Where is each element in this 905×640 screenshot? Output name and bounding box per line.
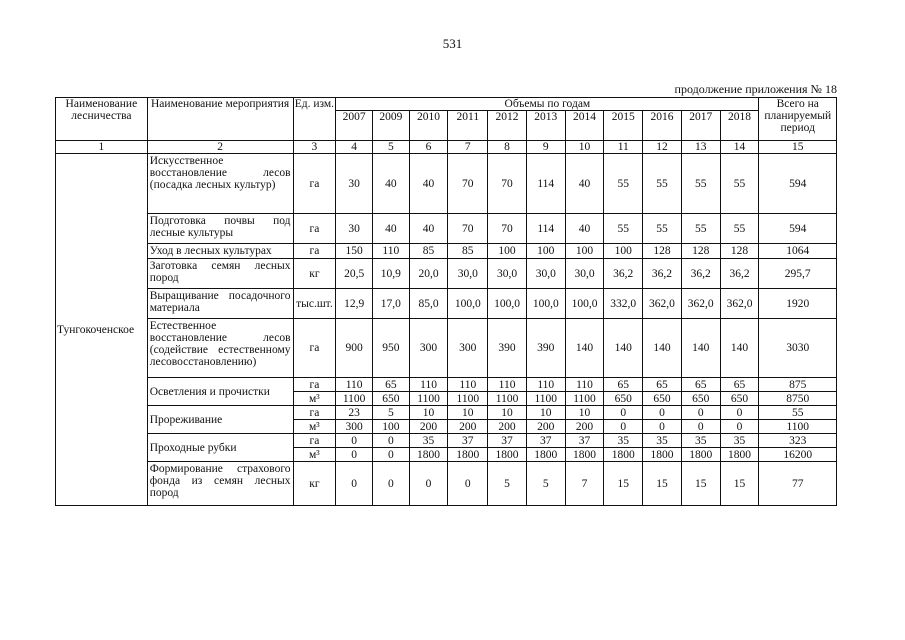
- value-cell: 35: [643, 434, 682, 448]
- column-number: 10: [565, 141, 604, 154]
- column-number: 9: [526, 141, 565, 154]
- total-cell: 8750: [759, 392, 837, 406]
- activity-name-cell: Естественное восстановление лесов (содействие естественному лесовосстановлению): [147, 319, 293, 378]
- value-cell: 55: [681, 154, 720, 214]
- header-year: 2010: [409, 111, 448, 141]
- column-number: 4: [336, 141, 373, 154]
- value-cell: 0: [681, 406, 720, 420]
- value-cell: 110: [409, 378, 448, 392]
- value-cell: 100: [373, 420, 410, 434]
- page-number: 531: [442, 36, 463, 51]
- value-cell: 300: [448, 319, 488, 378]
- table-header: [56, 98, 837, 154]
- value-cell: 300: [409, 319, 448, 378]
- value-cell: 37: [565, 434, 604, 448]
- value-cell: 20,0: [409, 259, 448, 289]
- unit-cell: тыс.шт.: [293, 289, 336, 319]
- value-cell: 5: [526, 462, 565, 506]
- value-cell: 40: [565, 214, 604, 244]
- value-cell: 110: [373, 244, 410, 259]
- value-cell: 55: [643, 214, 682, 244]
- value-cell: 10: [565, 406, 604, 420]
- value-cell: 100,0: [526, 289, 565, 319]
- unit-cell: кг: [293, 462, 336, 506]
- value-cell: 10: [526, 406, 565, 420]
- total-cell: 1064: [759, 244, 837, 259]
- value-cell: 10: [488, 406, 527, 420]
- value-cell: 362,0: [643, 289, 682, 319]
- value-cell: 20,5: [336, 259, 373, 289]
- activity-name-cell: Выращивание посадочного материала: [147, 289, 293, 319]
- value-cell: 650: [643, 392, 682, 406]
- value-cell: 110: [565, 378, 604, 392]
- table-row: [56, 244, 837, 259]
- value-cell: 100,0: [488, 289, 527, 319]
- value-cell: 36,2: [643, 259, 682, 289]
- forestry-activities-table: [55, 97, 837, 506]
- value-cell: 17,0: [373, 289, 410, 319]
- column-number: 1: [56, 141, 148, 154]
- table-row: [56, 434, 837, 448]
- header-year: 2016: [643, 111, 682, 141]
- value-cell: 110: [448, 378, 488, 392]
- header-volumes-by-year: Объемы по годам: [336, 98, 759, 111]
- value-cell: 0: [681, 420, 720, 434]
- column-number: 12: [643, 141, 682, 154]
- value-cell: 950: [373, 319, 410, 378]
- value-cell: 1800: [409, 448, 448, 462]
- value-cell: 15: [643, 462, 682, 506]
- value-cell: 0: [336, 448, 373, 462]
- value-cell: 1800: [488, 448, 527, 462]
- value-cell: 37: [448, 434, 488, 448]
- column-number: 15: [759, 141, 837, 154]
- value-cell: 0: [720, 420, 759, 434]
- value-cell: 30,0: [488, 259, 527, 289]
- unit-cell: га: [293, 154, 336, 214]
- value-cell: 100: [526, 244, 565, 259]
- value-cell: 0: [604, 420, 643, 434]
- activity-name-cell: Проходные рубки: [147, 434, 293, 462]
- header-activity: Наименование мероприятия: [147, 98, 293, 141]
- value-cell: 85: [409, 244, 448, 259]
- value-cell: 65: [681, 378, 720, 392]
- value-cell: 40: [373, 214, 410, 244]
- value-cell: 23: [336, 406, 373, 420]
- value-cell: 128: [681, 244, 720, 259]
- value-cell: 150: [336, 244, 373, 259]
- value-cell: 362,0: [720, 289, 759, 319]
- header-forestry: Наименование лесничества: [56, 98, 148, 141]
- value-cell: 1100: [448, 392, 488, 406]
- value-cell: 200: [526, 420, 565, 434]
- total-cell: 594: [759, 214, 837, 244]
- value-cell: 85,0: [409, 289, 448, 319]
- value-cell: 300: [336, 420, 373, 434]
- value-cell: 1800: [526, 448, 565, 462]
- value-cell: 15: [720, 462, 759, 506]
- value-cell: 10: [448, 406, 488, 420]
- value-cell: 37: [488, 434, 527, 448]
- activity-name-cell: Формирование страхового фонда из семян лесных пород: [147, 462, 293, 506]
- value-cell: 200: [448, 420, 488, 434]
- table-row: [56, 214, 837, 244]
- value-cell: 1100: [488, 392, 527, 406]
- value-cell: 70: [448, 154, 488, 214]
- value-cell: 100,0: [448, 289, 488, 319]
- total-cell: 1920: [759, 289, 837, 319]
- column-number: 5: [373, 141, 410, 154]
- header-year: 2018: [720, 111, 759, 141]
- value-cell: 10,9: [373, 259, 410, 289]
- value-cell: 650: [373, 392, 410, 406]
- table-row: [56, 289, 837, 319]
- value-cell: 1100: [565, 392, 604, 406]
- value-cell: 40: [409, 214, 448, 244]
- value-cell: 332,0: [604, 289, 643, 319]
- table-row: [56, 406, 837, 420]
- activity-name-cell: Прореживание: [147, 406, 293, 434]
- value-cell: 110: [526, 378, 565, 392]
- value-cell: 65: [604, 378, 643, 392]
- table-row: [56, 259, 837, 289]
- value-cell: 140: [681, 319, 720, 378]
- column-number: 13: [681, 141, 720, 154]
- header-year: 2009: [373, 111, 410, 141]
- column-number: 6: [409, 141, 448, 154]
- total-cell: 77: [759, 462, 837, 506]
- value-cell: 12,9: [336, 289, 373, 319]
- total-cell: 3030: [759, 319, 837, 378]
- table-body: [56, 154, 837, 506]
- value-cell: 36,2: [681, 259, 720, 289]
- value-cell: 0: [336, 434, 373, 448]
- value-cell: 390: [526, 319, 565, 378]
- value-cell: 30,0: [526, 259, 565, 289]
- value-cell: 5: [373, 406, 410, 420]
- value-cell: 1100: [409, 392, 448, 406]
- value-cell: 650: [604, 392, 643, 406]
- value-cell: 1800: [643, 448, 682, 462]
- value-cell: 650: [720, 392, 759, 406]
- total-cell: 295,7: [759, 259, 837, 289]
- unit-cell: га: [293, 406, 336, 420]
- value-cell: 128: [643, 244, 682, 259]
- column-numbers-row: [56, 141, 837, 154]
- value-cell: 65: [373, 378, 410, 392]
- value-cell: 30,0: [565, 259, 604, 289]
- value-cell: 55: [681, 214, 720, 244]
- unit-cell: га: [293, 214, 336, 244]
- value-cell: 65: [643, 378, 682, 392]
- value-cell: 37: [526, 434, 565, 448]
- unit-cell: м³: [293, 392, 336, 406]
- value-cell: 110: [336, 378, 373, 392]
- value-cell: 650: [681, 392, 720, 406]
- value-cell: 100: [565, 244, 604, 259]
- value-cell: 36,2: [720, 259, 759, 289]
- value-cell: 390: [488, 319, 527, 378]
- value-cell: 85: [448, 244, 488, 259]
- header-unit: Ед. изм.: [293, 98, 336, 141]
- total-cell: 875: [759, 378, 837, 392]
- value-cell: 200: [565, 420, 604, 434]
- activity-name-cell: Осветления и прочистки: [147, 378, 293, 406]
- value-cell: 10: [409, 406, 448, 420]
- value-cell: 200: [488, 420, 527, 434]
- column-number: 11: [604, 141, 643, 154]
- value-cell: 0: [373, 434, 410, 448]
- table-row: [56, 378, 837, 392]
- value-cell: 55: [720, 214, 759, 244]
- table-row: [56, 319, 837, 378]
- value-cell: 140: [565, 319, 604, 378]
- unit-cell: га: [293, 244, 336, 259]
- header-year: 2014: [565, 111, 604, 141]
- value-cell: 30: [336, 154, 373, 214]
- column-number: 14: [720, 141, 759, 154]
- value-cell: 40: [373, 154, 410, 214]
- value-cell: 40: [409, 154, 448, 214]
- value-cell: 200: [409, 420, 448, 434]
- value-cell: 65: [720, 378, 759, 392]
- value-cell: 70: [488, 214, 527, 244]
- total-cell: 594: [759, 154, 837, 214]
- unit-cell: га: [293, 378, 336, 392]
- header-year: 2017: [681, 111, 720, 141]
- value-cell: 900: [336, 319, 373, 378]
- value-cell: 128: [720, 244, 759, 259]
- value-cell: 1800: [720, 448, 759, 462]
- value-cell: 0: [409, 462, 448, 506]
- activity-name-cell: Подготовка почвы под лесные культуры: [147, 214, 293, 244]
- value-cell: 140: [643, 319, 682, 378]
- activity-name-cell: Искусственное восстановление лесов (посадка лесных культур): [147, 154, 293, 214]
- value-cell: 0: [643, 406, 682, 420]
- value-cell: 35: [720, 434, 759, 448]
- value-cell: 1800: [681, 448, 720, 462]
- unit-cell: кг: [293, 259, 336, 289]
- value-cell: 362,0: [681, 289, 720, 319]
- total-cell: 1100: [759, 420, 837, 434]
- value-cell: 140: [604, 319, 643, 378]
- activity-name-cell: Заготовка семян лесных пород: [147, 259, 293, 289]
- unit-cell: м³: [293, 448, 336, 462]
- value-cell: 100: [604, 244, 643, 259]
- value-cell: 140: [720, 319, 759, 378]
- header-year: 2012: [488, 111, 527, 141]
- value-cell: 55: [604, 154, 643, 214]
- total-cell: 16200: [759, 448, 837, 462]
- column-number: 8: [488, 141, 527, 154]
- value-cell: 114: [526, 154, 565, 214]
- value-cell: 30,0: [448, 259, 488, 289]
- value-cell: 36,2: [604, 259, 643, 289]
- value-cell: 7: [565, 462, 604, 506]
- forestry-name-cell: Тунгокоченское: [56, 154, 148, 506]
- column-number: 7: [448, 141, 488, 154]
- column-number: 2: [147, 141, 293, 154]
- header-total: Всего на планируемый период: [759, 98, 837, 141]
- value-cell: 15: [681, 462, 720, 506]
- value-cell: 15: [604, 462, 643, 506]
- value-cell: 40: [565, 154, 604, 214]
- header-year: 2011: [448, 111, 488, 141]
- unit-cell: га: [293, 434, 336, 448]
- appendix-continuation-label: продолжение приложения № 18: [674, 82, 837, 96]
- value-cell: 1100: [526, 392, 565, 406]
- value-cell: 100,0: [565, 289, 604, 319]
- value-cell: 1100: [336, 392, 373, 406]
- value-cell: 55: [643, 154, 682, 214]
- value-cell: 30: [336, 214, 373, 244]
- unit-cell: га: [293, 319, 336, 378]
- value-cell: 0: [604, 406, 643, 420]
- value-cell: 0: [720, 406, 759, 420]
- header-year: 2015: [604, 111, 643, 141]
- total-cell: 55: [759, 406, 837, 420]
- value-cell: 35: [604, 434, 643, 448]
- value-cell: 55: [720, 154, 759, 214]
- table-row: [56, 154, 837, 214]
- table-row: [56, 462, 837, 506]
- header-year: 2007: [336, 111, 373, 141]
- value-cell: 55: [604, 214, 643, 244]
- value-cell: 0: [448, 462, 488, 506]
- value-cell: 1800: [565, 448, 604, 462]
- value-cell: 1800: [604, 448, 643, 462]
- value-cell: 0: [373, 462, 410, 506]
- value-cell: 70: [448, 214, 488, 244]
- value-cell: 110: [488, 378, 527, 392]
- total-cell: 323: [759, 434, 837, 448]
- value-cell: 114: [526, 214, 565, 244]
- value-cell: 5: [488, 462, 527, 506]
- unit-cell: м³: [293, 420, 336, 434]
- header-year: 2013: [526, 111, 565, 141]
- value-cell: 0: [373, 448, 410, 462]
- column-number: 3: [293, 141, 336, 154]
- value-cell: 0: [643, 420, 682, 434]
- value-cell: 1800: [448, 448, 488, 462]
- value-cell: 100: [488, 244, 527, 259]
- value-cell: 70: [488, 154, 527, 214]
- value-cell: 35: [681, 434, 720, 448]
- value-cell: 35: [409, 434, 448, 448]
- activity-name-cell: Уход в лесных культурах: [147, 244, 293, 259]
- value-cell: 0: [336, 462, 373, 506]
